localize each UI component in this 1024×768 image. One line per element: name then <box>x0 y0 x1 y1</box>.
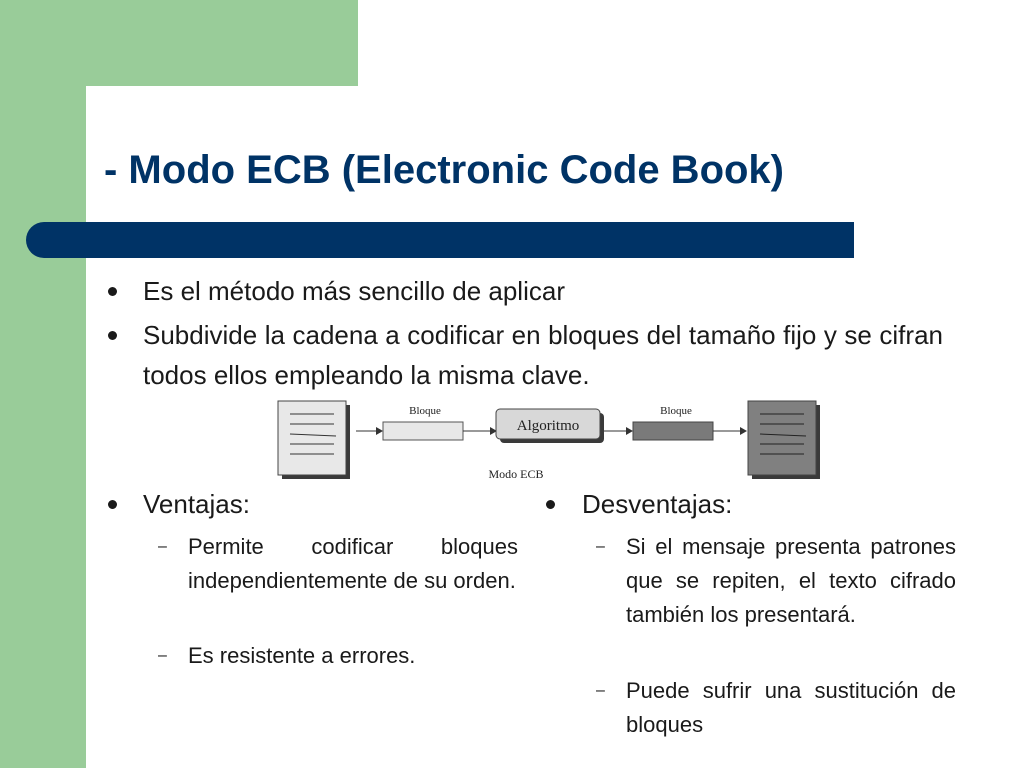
title-underline-bar <box>26 222 854 258</box>
arrow-icon <box>713 427 747 435</box>
dash-icon: – <box>158 538 167 555</box>
bullet-sencillo: Es el método más sencillo de aplicar <box>143 276 565 306</box>
arrow-icon <box>356 427 383 435</box>
left-green-band <box>0 0 86 768</box>
plaintext-block <box>383 422 463 440</box>
block-label-right: Bloque <box>660 405 692 417</box>
bullet-dot-2 <box>108 331 117 340</box>
bullet-dot-ventajas <box>108 500 117 509</box>
ventaja-item-2: Es resistente a errores. <box>188 643 416 668</box>
bullet-dot-desventajas <box>546 500 555 509</box>
slide-title: - Modo ECB (Electronic Code Book) <box>104 148 784 192</box>
arrow-icon <box>463 427 497 435</box>
ciphertext-block <box>633 422 713 440</box>
top-green-band <box>0 0 358 86</box>
desventajas-heading: Desventajas: <box>582 489 733 519</box>
desventaja-item-1: Si el mensaje presenta patrones que se repiten, el texto cifrado también los presentará. <box>626 534 956 627</box>
desventaja-item-2: Puede sufrir una sustitución de bloques <box>626 678 956 737</box>
plaintext-document-icon <box>278 401 350 479</box>
ventaja-item-1: Permite codificar bloques independientemente de su orden. <box>188 534 518 593</box>
bullet-dot-1 <box>108 287 117 296</box>
arrow-icon <box>604 427 633 435</box>
ecb-diagram <box>270 396 830 491</box>
dash-icon: – <box>596 538 605 555</box>
dash-icon: – <box>158 647 167 664</box>
diagram-caption: Modo ECB <box>488 467 544 481</box>
block-label-left: Bloque <box>409 405 441 417</box>
dash-icon: – <box>596 682 605 699</box>
ciphertext-document-icon <box>748 401 820 479</box>
bullet-subdivide: Subdivide la cadena a codificar en bloques del tamaño fijo y se cifran todos ellos empleando la misma clave. <box>143 320 943 390</box>
algorithm-label: Algoritmo <box>516 418 580 434</box>
ventajas-heading: Ventajas: <box>143 489 250 519</box>
